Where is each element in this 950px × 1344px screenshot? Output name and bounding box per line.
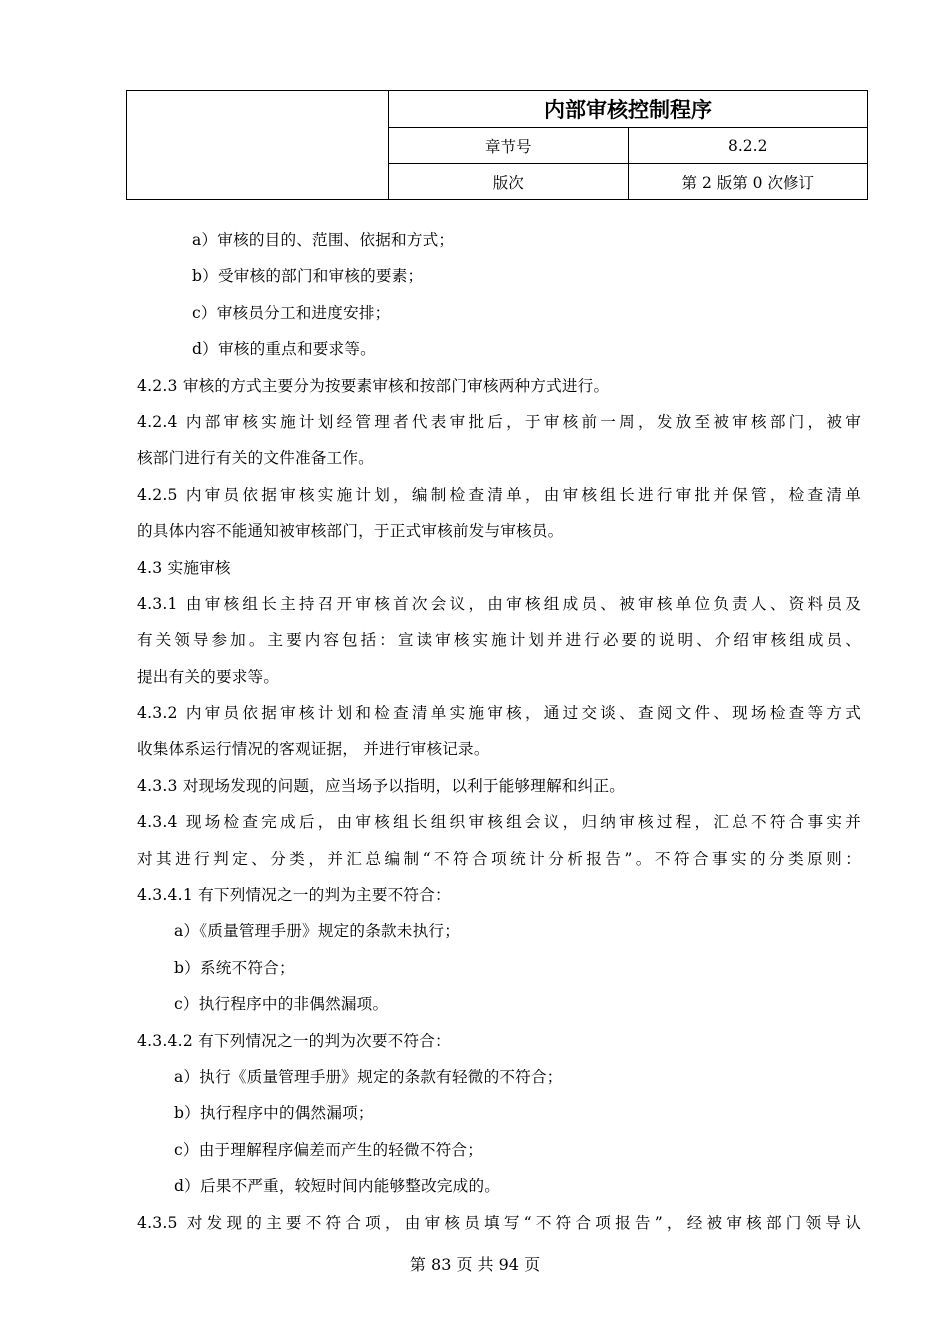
body-line: 提出有关的要求等。 [137, 667, 280, 686]
body-line: 4.3.4.1 有下列情况之一的判为主要不符合： [137, 886, 451, 905]
document-header-table [126, 90, 868, 200]
body-line: b）系统不符合； [174, 958, 295, 977]
body-line: a）《质量管理手册》规定的条款未执行； [174, 922, 460, 941]
body-line: 收集体系运行情况的客观证据， 并进行审核记录。 [137, 740, 490, 759]
body-line: 4.3 实施审核 [137, 558, 231, 577]
body-line: 4.2.5 内审员依据审核实施计划，编制检查清单，由审核组长进行审批并保管，检查清单 [137, 485, 861, 504]
body-line: 4.3.1 由审核组长主持召开审核首次会议，由审核组成员、被审核单位负责人、资料员及 [137, 594, 861, 613]
body-line: 4.3.2 内审员依据审核计划和检查清单实施审核，通过交谈、查阅文件、现场检查等方式 [137, 704, 861, 723]
body-line: 4.3.4.2 有下列情况之一的判为次要不符合： [137, 1031, 451, 1050]
version-label: 版次 [389, 164, 629, 200]
version-value: 第 2 版第 0 次修订 [628, 164, 868, 200]
body-line: 4.3.3 对现场发现的问题，应当场予以指明，以利于能够理解和纠正。 [137, 776, 626, 795]
body-line: a）审核的目的、范围、依据和方式； [192, 231, 455, 249]
body-line: a）执行《质量管理手册》规定的条款有轻微的不符合； [174, 1067, 563, 1086]
body-line: b）受审核的部门和审核的要素； [192, 267, 424, 286]
body-line: 核部门进行有关的文件准备工作。 [137, 449, 374, 468]
body-line: 有关领导参加。主要内容包括：宣读审核实施计划并进行必要的说明、介绍审核组成员、 [137, 631, 861, 650]
body-line: c）由于理解程序偏差而产生的轻微不符合； [174, 1140, 484, 1159]
body-line: b）执行程序中的偶然漏项； [174, 1104, 374, 1123]
chapter-label: 章节号 [389, 128, 629, 164]
document-title: 内部审核控制程序 [389, 91, 868, 128]
body-line: 4.3.4 现场检查完成后，由审核组长组织审核组会议，归纳审核过程，汇总不符合事实并 [137, 813, 861, 832]
chapter-value: 8.2.2 [628, 128, 868, 164]
body-line: c）执行程序中的非偶然漏项。 [174, 995, 389, 1014]
document-body [137, 222, 861, 1241]
body-line: d）后果不严重，较短时间内能够整改完成的。 [174, 1177, 501, 1196]
body-line: 对其进行判定、分类，并汇总编制“不符合项统计分析报告”。不符合事实的分类原则： [137, 849, 861, 868]
body-line: 4.2.4 内部审核实施计划经管理者代表审批后，于审核前一周，发放至被审核部门，被审 [137, 412, 861, 431]
logo-cell [127, 91, 389, 200]
body-line: c）审核员分工和进度安排； [192, 303, 391, 322]
body-line: 4.3.5 对发现的主要不符合项，由审核员填写“不符合项报告”，经被审核部门领导认 [137, 1213, 861, 1232]
page-number: 第 83 页 共 94 页 [409, 1255, 541, 1274]
body-line: 4.2.3 审核的方式主要分为按要素审核和按部门审核两种方式进行。 [137, 376, 610, 395]
body-line: 的具体内容不能通知被审核部门，于正式审核前发与审核员。 [137, 522, 564, 541]
body-line: d）审核的重点和要求等。 [192, 340, 376, 359]
